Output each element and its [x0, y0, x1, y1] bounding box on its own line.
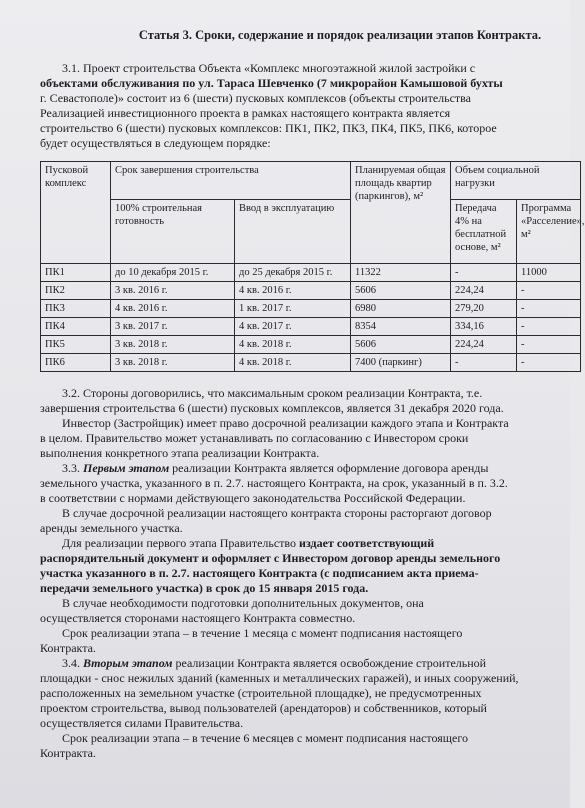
p33-line-1: 3.3. Первым этапом реализации Контракта является оформление договора аренды	[62, 461, 489, 475]
p34-line-3: расположенных на земельном участке (строительной площадке), не предусмотренных	[40, 686, 482, 700]
p31-line-5: строительство 6 (шести) пусковых комплексов: ПК1, ПК2, ПК3, ПК4, ПК5, ПК6, которое	[40, 121, 497, 135]
cell-area: 7400 (паркинг)	[351, 354, 451, 372]
p31-line-4: Реализацией инвестиционного проекта в рамках настоящего контракта является	[40, 106, 451, 120]
cell-ready: 3 кв. 2016 г.	[111, 282, 235, 300]
p34-line-4: проектом строительства, вывод пользователей (арендаторов) и собственников, который	[40, 701, 487, 715]
col-term-100: 100% строительная готовность	[111, 200, 235, 264]
cell-pk: ПК4	[41, 318, 111, 336]
cell-commission: до 25 декабря 2015 г.	[235, 264, 351, 282]
cell-pk: ПК1	[41, 264, 111, 282]
cell-program: -	[517, 336, 581, 354]
cell-program: 11000	[517, 264, 581, 282]
cell-program: -	[517, 282, 581, 300]
cell-free: -	[451, 354, 517, 372]
table-row	[41, 282, 581, 300]
term6-line-2: Контракта.	[40, 746, 96, 760]
gov-line-2: распорядительный документ и оформляет с Инвестором договор аренды земельного	[40, 551, 501, 565]
p33-line-3: в соответствии с нормами действующего законодательства Российской Федерации.	[40, 491, 466, 505]
early-line-1: В случае досрочной реализации настоящего контракта стороны расторгают договор	[62, 506, 492, 520]
table-row	[41, 300, 581, 318]
p34-line-2: площадки - снос нежилых зданий (каменных и металлических гаражей), и иных сооружений,	[40, 671, 519, 685]
gov-line-3: участка указанного в п. 2.7. настоящего Контракта (с подписанием акта приема-	[40, 566, 479, 580]
col-social-free: Передача 4% на бесплатной основе, м²	[451, 200, 517, 264]
cell-program: -	[517, 300, 581, 318]
p34-line-5: осуществляется силами Правительства.	[40, 716, 244, 730]
table-row	[41, 354, 581, 372]
investor-line-3: выполнения конкретного этапа реализации Контракта.	[40, 446, 320, 460]
cell-pk: ПК5	[41, 336, 111, 354]
term6-line-1: Срок реализации этапа – в течение 6 месяцев с момент подписания настоящего	[62, 731, 468, 745]
article-title: Статья 3. Сроки, содержание и порядок реализации этапов Контракта.	[138, 28, 542, 42]
cell-area: 11322	[351, 264, 451, 282]
cell-area: 8354	[351, 318, 451, 336]
col-area: Планируемая общая площадь квартир (паркингов), м²	[351, 162, 451, 264]
cell-free: -	[451, 264, 517, 282]
cell-area: 5606	[351, 336, 451, 354]
p32-line-1: 3.2. Стороны договорились, что максимальным сроком реализации Контракта, т.е.	[62, 386, 483, 400]
cell-free: 279,20	[451, 300, 517, 318]
cell-commission: 4 кв. 2018 г.	[235, 336, 351, 354]
docs-line-2: осуществляется сторонами настоящего Контракта совместно.	[40, 611, 356, 625]
cell-commission: 4 кв. 2017 г.	[235, 318, 351, 336]
cell-area: 5606	[351, 282, 451, 300]
cell-commission: 4 кв. 2018 г.	[235, 354, 351, 372]
col-social: Объем социальной нагрузки	[451, 162, 581, 200]
cell-free: 224,24	[451, 336, 517, 354]
cell-pk: ПК2	[41, 282, 111, 300]
cell-area: 6980	[351, 300, 451, 318]
cell-ready: 3 кв. 2018 г.	[111, 354, 235, 372]
cell-ready: 3 кв. 2018 г.	[111, 336, 235, 354]
cell-program: -	[517, 318, 581, 336]
schedule-table	[40, 161, 585, 372]
cell-commission: 4 кв. 2016 г.	[235, 282, 351, 300]
col-term: Срок завершения строительства	[111, 162, 351, 200]
p31-line-3: г. Севастополе)» состоит из 6 (шести) пусковых комплексов (объекты строительства	[40, 91, 472, 105]
term1-line-2: Контракта.	[40, 641, 96, 655]
table-row	[41, 318, 581, 336]
early-line-2: аренды земельного участка.	[40, 521, 183, 535]
col-social-program: Программа «Расселение», м²	[517, 200, 581, 264]
p32-line-2: завершения строительства 6 (шести) пусковых комплексов, является 31 декабря 2020 года.	[40, 401, 504, 415]
cell-ready: 3 кв. 2017 г.	[111, 318, 235, 336]
table-row	[41, 264, 581, 282]
col-complex: Пусковой комплекс	[41, 162, 111, 264]
cell-pk: ПК6	[41, 354, 111, 372]
investor-line-1: Инвестор (Застройщик) имеет право досрочной реализации каждого этапа и Контракта	[62, 416, 509, 430]
gov-line-4: передачи земельного участка) в срок до 15 января 2015 года.	[40, 581, 369, 595]
investor-line-2: в целом. Правительство может устанавливать по согласованию с Инвестором сроки	[40, 431, 469, 445]
cell-ready: до 10 декабря 2015 г.	[111, 264, 235, 282]
docs-line-1: В случае необходимости подготовки дополнительных документов, она	[62, 596, 424, 610]
p31-line-1: 3.1. Проект строительства Объекта «Комплекс многоэтажной жилой застройки с	[62, 61, 476, 75]
col-term-commission: Ввод в эксплуатацию	[235, 200, 351, 264]
cell-free: 224,24	[451, 282, 517, 300]
table-row	[41, 336, 581, 354]
p31-line-2: объектами обслуживания по ул. Тараса Шевченко (7 микрорайон Камышовой бухты	[40, 76, 503, 90]
term1-line-1: Срок реализации этапа – в течение 1 месяца с момент подписания настоящего	[62, 626, 463, 640]
gov-line-1: Для реализации первого этапа Правительство издает соответствующий	[62, 536, 435, 550]
cell-ready: 4 кв. 2016 г.	[111, 300, 235, 318]
cell-free: 334,16	[451, 318, 517, 336]
p34-line-1: 3.4. Вторым этапом реализации Контракта является освобождение строительной	[62, 656, 487, 670]
cell-pk: ПК3	[41, 300, 111, 318]
p31-line-6: будет осуществляться в следующем порядке:	[40, 136, 271, 150]
cell-commission: 1 кв. 2017 г.	[235, 300, 351, 318]
cell-program: -	[517, 354, 581, 372]
p33-line-2: земельного участка, указанного в п. 2.7. настоящего Контракта, на срок, указанный в п. 3.2.	[40, 476, 508, 490]
